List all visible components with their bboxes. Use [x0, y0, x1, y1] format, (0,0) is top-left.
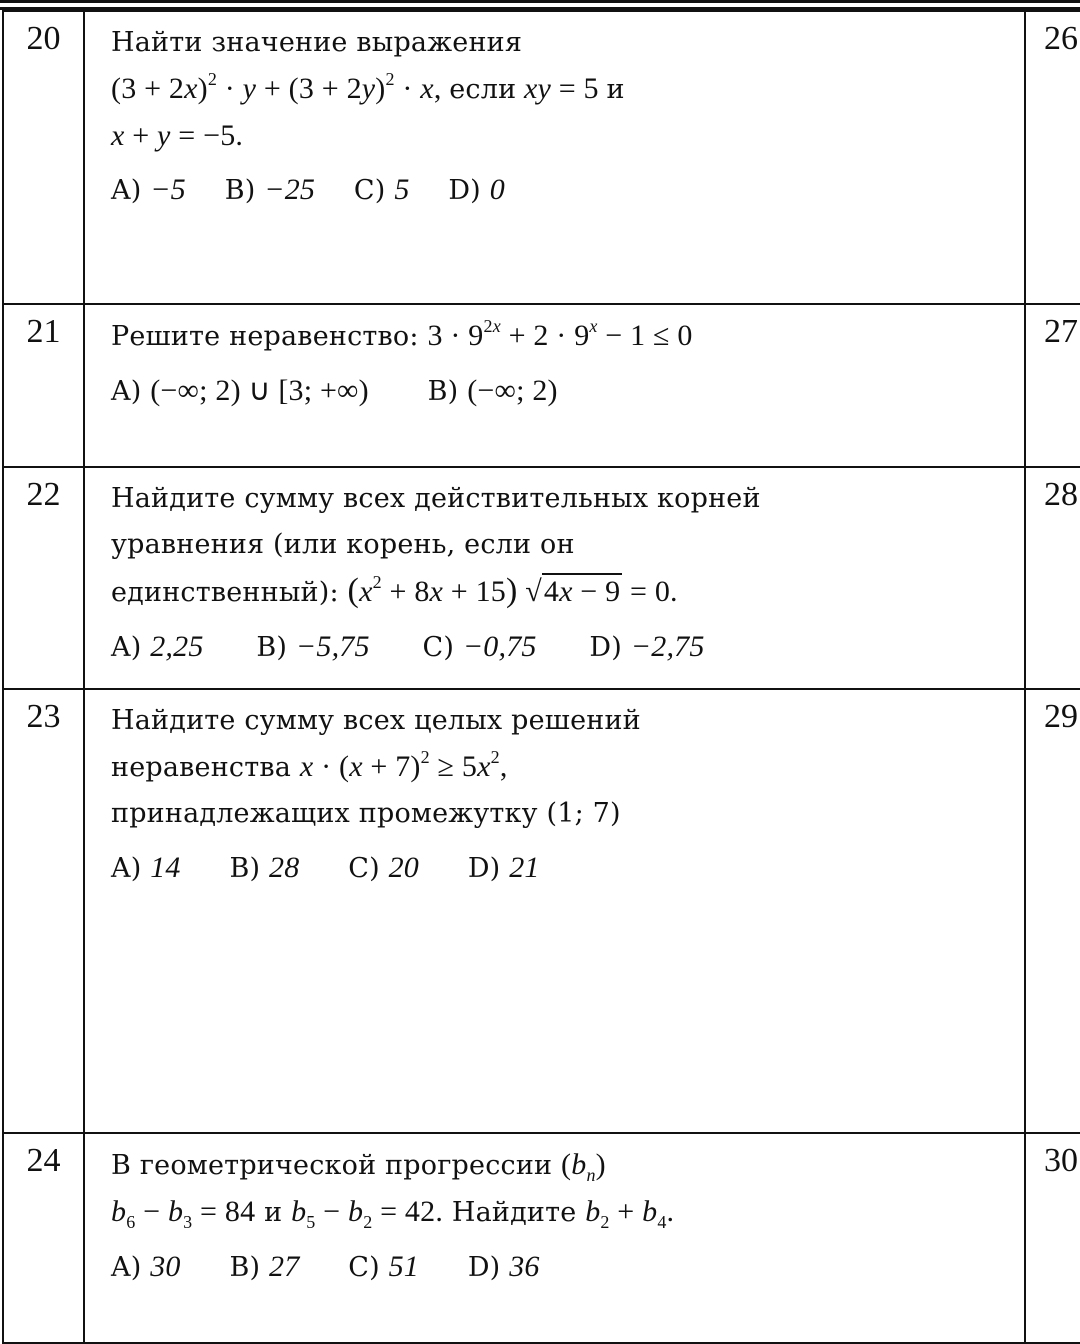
problem-body	[84, 467, 1025, 689]
side-number: 29	[1025, 689, 1080, 1133]
answer-option: D) 0	[448, 173, 505, 206]
answer-option: A) (−∞; 2) ∪ [3; +∞)	[111, 374, 369, 407]
problem-text: неравенства $x \cdot (x + 7)^2 \ge 5x^2$,	[111, 747, 508, 783]
answer-option: D) 21	[467, 851, 540, 884]
answer-options	[111, 167, 1024, 214]
problem-condition: x + y = −5.	[111, 119, 244, 152]
problem-number: 23	[3, 689, 84, 1133]
answer-options	[111, 1244, 1024, 1291]
answer-option: B) −5,75	[256, 630, 370, 663]
problem-number: 22	[3, 467, 84, 689]
answer-option: C) 5	[353, 173, 410, 206]
problem-number: 24	[3, 1133, 84, 1343]
problem-body	[84, 689, 1025, 1133]
answer-option: C) 51	[348, 1250, 420, 1283]
problem-expression: $(3 + 2x)^2 \cdot y + (3 + 2y)^2 \cdot x$, если xy = 5 и	[111, 69, 625, 105]
problems-table	[2, 10, 1080, 1344]
problem-text: единственный): $(x^2 + 8x + 15) √4x - 9 = 0$.	[111, 572, 678, 609]
problem-text: В геометрической прогрессии $(b_n)$	[111, 1148, 606, 1185]
problem-row-21	[3, 304, 1080, 467]
problem-text: Найти значение выражения	[111, 27, 523, 58]
problem-text: принадлежащих промежутку (1; 7)	[111, 798, 621, 829]
problem-text: Решите неравенство: $3 \cdot 9^{2x} + 2 \cdot 9^x - 1 \le 0$	[111, 316, 693, 352]
problem-row-22	[3, 467, 1080, 689]
answer-option: A) −5	[111, 173, 186, 206]
problem-text: Найдите сумму всех целых решений	[111, 705, 641, 736]
problem-text: уравнения (или корень, если он	[111, 529, 575, 560]
answer-option: D) 36	[467, 1250, 540, 1283]
problem-row-23	[3, 689, 1080, 1133]
problem-text: Найдите сумму всех действительных корней	[111, 483, 761, 514]
answer-option: D) −2,75	[589, 630, 705, 663]
side-number: 28	[1025, 467, 1080, 689]
answer-options	[111, 368, 1024, 415]
problem-body	[84, 304, 1025, 467]
answer-option: C) 20	[348, 851, 420, 884]
problem-number: 20	[3, 11, 84, 304]
problem-text: $b_6 - b_3 = 84$ и $b_5 - b_2 = 42$. Найдите $b_2 + b_4$.	[111, 1195, 675, 1232]
answer-option: A) 30	[111, 1250, 181, 1283]
answer-option: B) −25	[224, 173, 316, 206]
top-border	[0, 0, 1080, 10]
answer-option: B) 27	[229, 1250, 300, 1283]
problem-row-24	[3, 1133, 1080, 1343]
answer-option: C) −0,75	[422, 630, 537, 663]
side-number: 27	[1025, 304, 1080, 467]
answer-options	[111, 845, 1024, 892]
problem-row-20	[3, 11, 1080, 304]
answer-options	[111, 624, 1024, 671]
answer-option: B) 28	[229, 851, 300, 884]
answer-option: A) 14	[111, 851, 181, 884]
side-number: 26	[1025, 11, 1080, 304]
answer-option: B) (−∞; 2)	[427, 374, 558, 407]
problem-body	[84, 11, 1025, 304]
problem-number: 21	[3, 304, 84, 467]
answer-option: A) 2,25	[111, 630, 204, 663]
problem-body	[84, 1133, 1025, 1343]
side-number: 30	[1025, 1133, 1080, 1343]
